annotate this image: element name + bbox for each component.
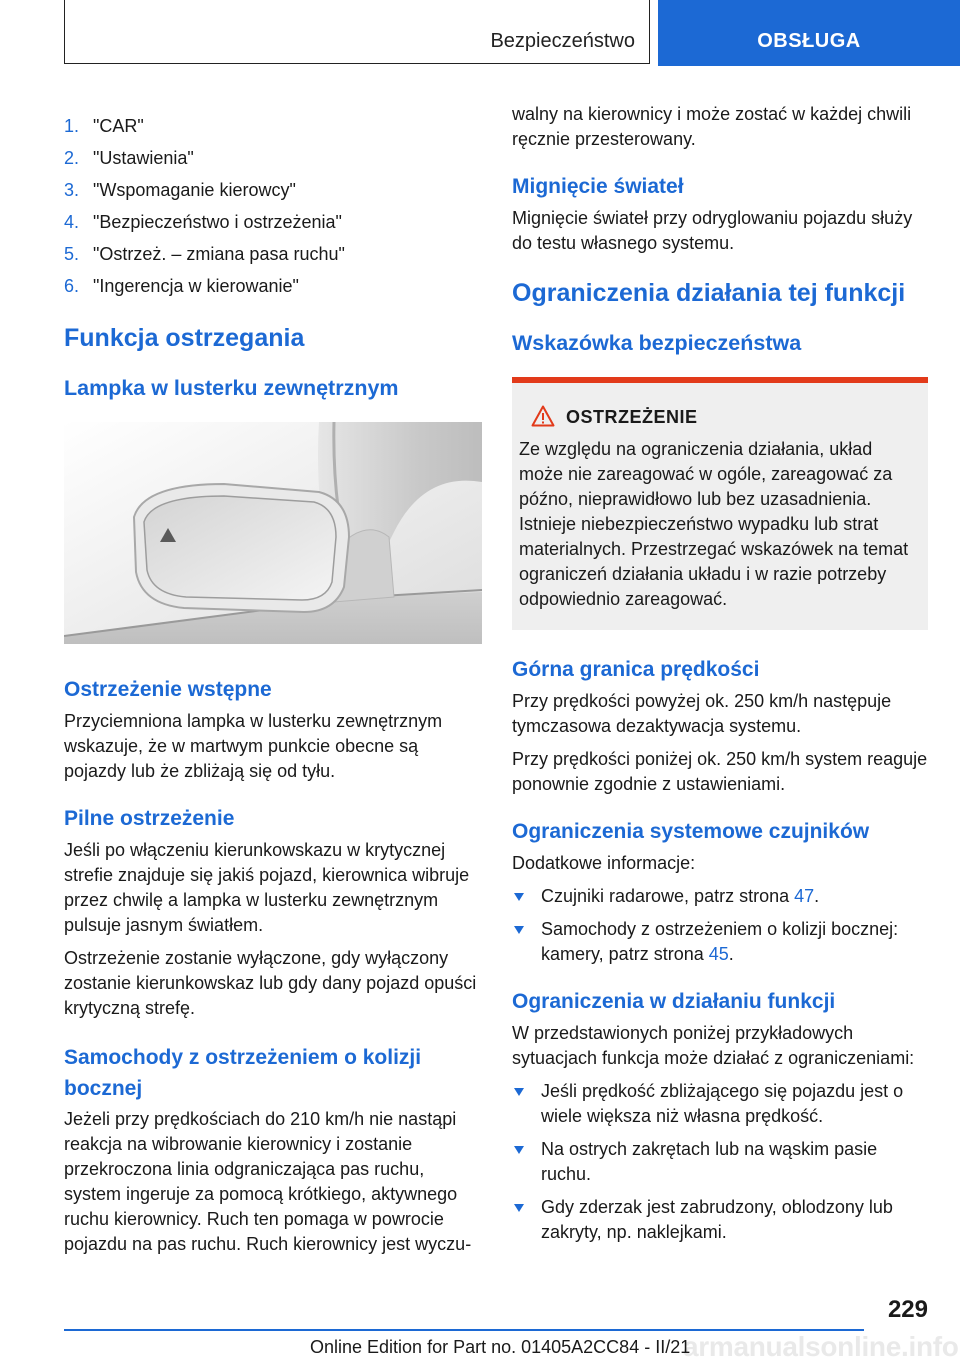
list-item: 5. "Ostrzeż. – zmiana pasa ruchu" [64,244,345,264]
paragraph: Jeżeli przy prędkościach do 210 km/h nie nastąpi reakcja na wibrowanie kierownicy i zostanie przekroczona linia odgraniczająca pas ruchu, system ingeruje za pomocą krótkiego, aktywnego ruchu kierownicy. Ruch ten pomaga w powrocie pojazdu na pas ruchu. Ruch kierownicy jest wyczu- [64,1109,472,1254]
heading-gorna-granica: Górna granica prędkości [512,658,760,681]
list-item: Samochody z ostrzeżeniem o kolizji bocznej: kamery, patrz strona 45. [512,917,928,967]
heading-wskazowka-bezpieczenstwa: Wskazówka bezpieczeństwa [512,331,802,355]
list-item: Czujniki radarowe, patrz strona 47. [512,884,928,909]
list-item: 4. "Bezpieczeństwo i ostrzeżenia" [64,212,342,232]
footer-edition: Online Edition for Part no. 01405A2CC84 - II/21 [310,1337,691,1357]
warning-box [512,377,928,630]
footer-watermark: armanualsonline.info [683,1331,959,1362]
paragraph: Dodatkowe informacje: [512,853,696,873]
side-mirror-illustration [64,422,482,644]
warning-triangle-icon [531,405,555,427]
page-link-45[interactable]: 45 [708,944,729,964]
list-item: 6. "Ingerencja w kierowanie" [64,276,299,296]
warning-title: OSTRZEŻENIE [566,407,698,427]
header-chapter-title: OBSŁUGA [757,30,861,52]
paragraph: Przy prędkości powyżej ok. 250 km/h następuje tymczasowa dezaktywacja systemu. [512,691,892,736]
sensor-bullet-list [512,884,928,967]
list-item: Na ostrych zakrętach lub na wąskim pasie ruchu. [512,1137,928,1187]
list-item: 1. "CAR" [64,116,144,136]
heading-funkcja-ostrzegania: Funkcja ostrzegania [64,324,305,352]
paragraph: Mignięcie świateł przy odryglowaniu pojazdu służy do testu własnego systemu. [512,208,913,253]
paragraph: W przedstawionych poniżej przykładowych sytuacjach funkcja może działać z ograniczeniami: [512,1023,915,1068]
heading-lampka: Lampka w lusterku zewnętrznym [64,376,399,400]
heading-migniecie-swiatel: Mignięcie świateł [512,175,684,198]
header-section-title: Bezpieczeństwo [490,30,635,52]
left-column [64,110,482,1257]
paragraph: Przyciemniona lampka w lusterku zewnętrznym wskazuje, że w martwym punkcie obecne są pojazdy lub że zbliżają się od tyłu. [64,711,443,781]
paragraph: Przy prędkości poniżej ok. 250 km/h system reaguje ponownie zgodnie z ustawieniami. [512,749,928,794]
warning-header [519,403,920,433]
list-item: 2. "Ustawienia" [64,148,194,168]
heading-ograniczenia-funkcji: Ograniczenia w działaniu funkcji [512,990,836,1013]
function-limit-bullet-list [512,1079,928,1245]
list-item: 3. "Wspomaganie kierowcy" [64,180,296,200]
warning-text: Ze względu na ograniczenia działania, układ może nie zareagować w ogóle, zareagować za późno, nieprawidłowo lub bez uzasadnienia. Istnieje niebezpieczeństwo wypadku lub strat materialnych. Przestrzegać wskazówek na temat ograniczeń działania układu i w razie potrzeby odpowiednio zareagować. [519,439,909,609]
list-item: Gdy zderzak jest zabrudzony, oblodzony lub zakryty, np. naklejkami. [512,1195,928,1245]
page-link-47[interactable]: 47 [794,886,815,906]
list-item: Jeśli prędkość zbliżającego się pojazdu jest o wiele większa niż własna prędkość. [512,1079,928,1129]
paragraph: Ostrzeżenie zostanie wyłączone, gdy wyłączony zostanie kierunkowskaz lub gdy dany pojazd opuści krytyczną strefę. [64,948,477,1018]
paragraph: walny na kierownicy i może zostać w każdej chwili ręcznie przesterowany. [512,104,912,149]
heading-ostrzezenie-wstepne: Ostrzeżenie wstępne [64,678,272,701]
mirror-figure [64,422,482,644]
header-section-box [64,0,650,64]
heading-samochody-kolizja: Samochody z ostrzeżeniem o kolizji bocznej [64,1046,422,1100]
header-chapter-tab [658,0,960,66]
paragraph: Jeśli po włączeniu kierunkowskazu w krytycznej strefie znajduje się jakiś pojazd, kierownica wibruje przez chwilę a lampka w lusterku zewnętrznym pulsuje jasnym światłem. [64,840,470,935]
menu-path-list [64,110,482,302]
heading-ograniczenia-dzialania: Ograniczenia działania tej funkcji [512,279,906,307]
heading-pilne-ostrzezenie: Pilne ostrzeżenie [64,807,235,830]
right-column [512,102,928,1245]
page-number: 229 [887,1296,928,1323]
heading-ograniczenia-czujnikow: Ograniczenia systemowe czujników [512,820,870,843]
